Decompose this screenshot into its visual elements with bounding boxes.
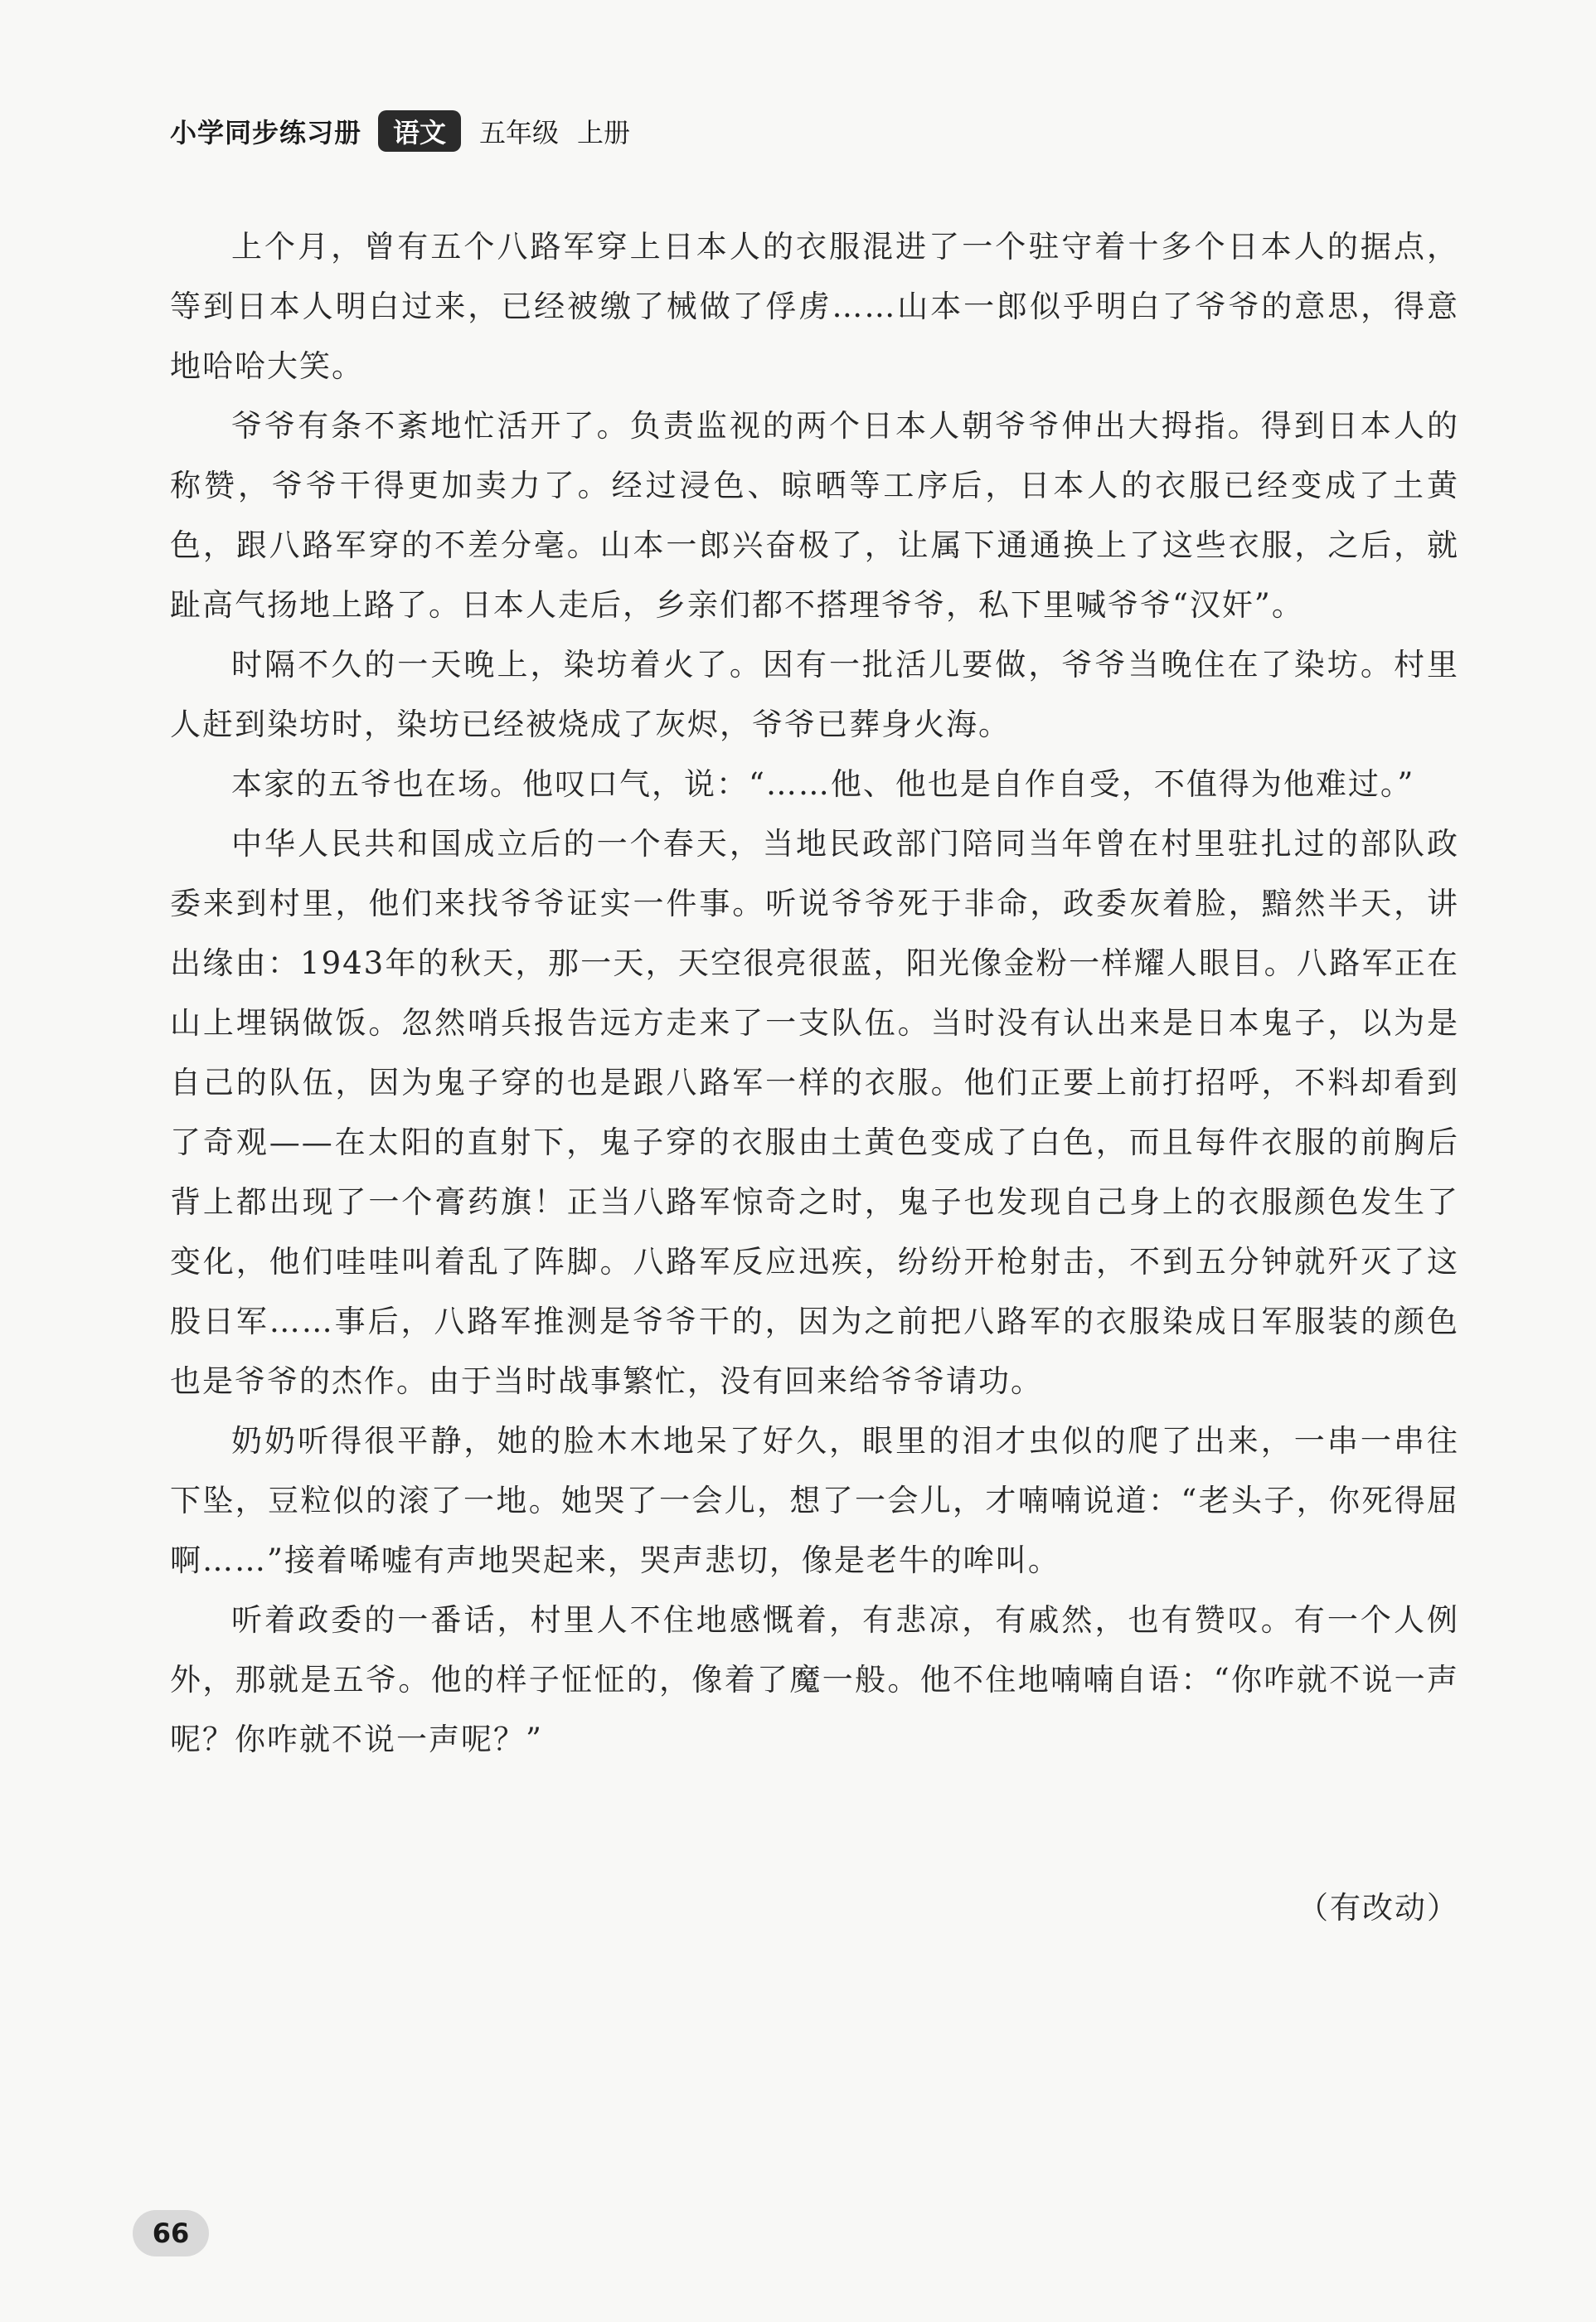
source-note: （有改动） (1298, 1890, 1459, 1926)
paragraph: 奶奶听得很平静，她的脸木木地呆了好久，眼里的泪才虫似的爬了出来，一串一串往下坠，豆粒似的滚了一地。她哭了一会儿，想了一会儿，才喃喃说道：“老头子，你死得屈啊……”接着唏嘘有声地哭起来，哭声悲切，像是老牛的哞叫。 (170, 1423, 1459, 1578)
passage-body (170, 217, 1459, 1770)
page-number: 66 (133, 2210, 209, 2256)
term-label: 上册 (577, 117, 631, 148)
subject-badge: 语文 (378, 110, 461, 152)
paragraph: 爷爷有条不紊地忙活开了。负责监视的两个日本人朝爷爷伸出大拇指。得到日本人的称赞，爷爷干得更加卖力了。经过浸色、晾晒等工序后，日本人的衣服已经变成了土黄色，跟八路军穿的不差分毫。山本一郎兴奋极了，让属下通通换上了这些衣服，之后，就趾高气扬地上路了。日本人走后，乡亲们都不搭理爷爷，私下里喊爷爷“汉奸”。 (170, 408, 1459, 623)
grade-label: 五年级 (479, 117, 560, 148)
paragraph: 本家的五爷也在场。他叹口气，说：“……他、他也是自作自受，不值得为他难过。” (231, 766, 1415, 802)
page-header (170, 108, 630, 154)
book-title: 小学同步练习册 (170, 117, 362, 148)
paragraph: 听着政委的一番话，村里人不住地感慨着，有悲凉，有戚然，也有赞叹。有一个人例外，那就是五爷。他的样子怔怔的，像着了魔一般。他不住地喃喃自语：“你咋就不说一声呢？你咋就不说一声呢？” (170, 1602, 1459, 1757)
paragraph: 时隔不久的一天晚上，染坊着火了。因有一批活儿要做，爷爷当晚住在了染坊。村里人赶到染坊时，染坊已经被烧成了灰烬，爷爷已葬身火海。 (170, 647, 1459, 742)
paragraph: 中华人民共和国成立后的一个春天，当地民政部门陪同当年曾在村里驻扎过的部队政委来到村里，他们来找爷爷证实一件事。听说爷爷死于非命，政委灰着脸，黯然半天，讲出缘由：1943年的秋天，那一天，天空很亮很蓝，阳光像金粉一样耀人眼目。八路军正在山上埋锅做饭。忽然哨兵报告远方走来了一支队伍。当时没有认出来是日本鬼子，以为是自己的队伍，因为鬼子穿的也是跟八路军一样的衣服。他们正要上前打招呼，不料却看到了奇观——在太阳的直射下，鬼子穿的衣服由土黄色变成了白色，而且每件衣服的前胸后背上都出现了一个膏药旗！正当八路军惊奇之时，鬼子也发现自己身上的衣服颜色发生了变化，他们哇哇叫着乱了阵脚。八路军反应迅疾，纷纷开枪射击，不到五分钟就歼灭了这股日军……事后，八路军推测是爷爷干的，因为之前把八路军的衣服染成日军服装的颜色也是爷爷的杰作。由于当时战事繁忙，没有回来给爷爷请功。 (170, 826, 1459, 1399)
paragraph: 上个月，曾有五个八路军穿上日本人的衣服混进了一个驻守着十多个日本人的据点，等到日本人明白过来，已经被缴了械做了俘虏……山本一郎似乎明白了爷爷的意思，得意地哈哈大笑。 (170, 229, 1459, 384)
